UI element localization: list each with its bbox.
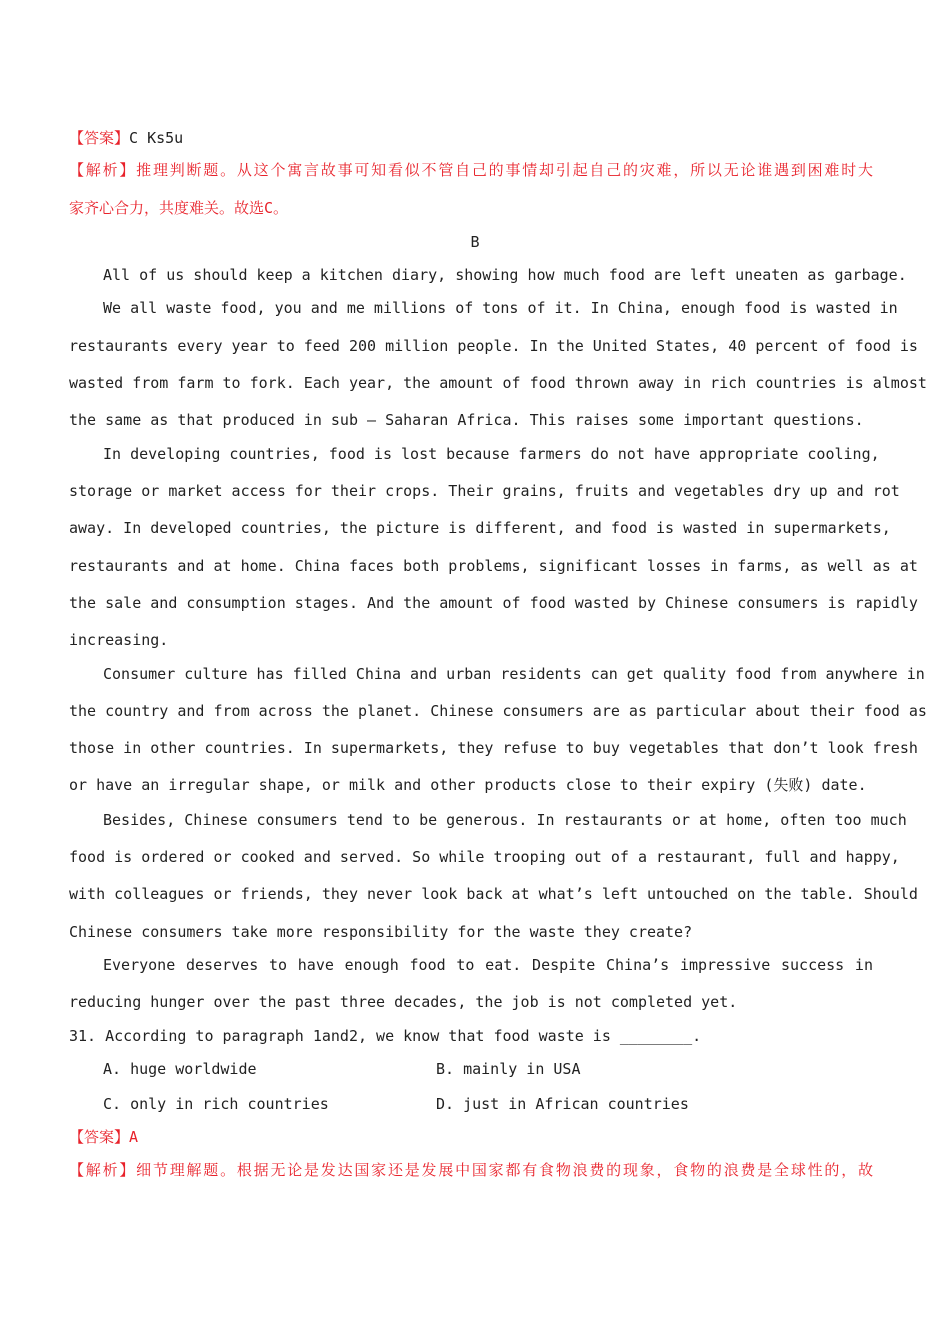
passage-line: We all waste food, you and me millions of tons of it. In China, enough food is wasted in — [103, 299, 898, 317]
option-a: A. huge worldwide — [103, 1060, 257, 1078]
passage-line: with colleagues or friends, they never look back at what’s left untouched on the table. Should — [69, 885, 918, 903]
answer-line — [69, 1127, 873, 1147]
passage-line: or have an irregular shape, or milk and other products close to their expiry (失败) date. — [69, 776, 867, 794]
passage-line: Consumer culture has filled China and urban residents can get quality food from anywhere in — [103, 665, 925, 683]
analysis-text: 推理判断题。从这个寓言故事可知看似不管自己的事情却引起自己的灾难，所以无论谁遇到困难时大 — [136, 161, 873, 179]
answer-label: 【答案】 — [69, 1128, 130, 1146]
option-b: B. mainly in USA — [436, 1060, 581, 1078]
passage-line: restaurants every year to feed 200 million people. In the United States, 40 percent of food is — [69, 337, 918, 355]
answer-value: A — [129, 1128, 139, 1146]
passage-line: increasing. — [69, 631, 169, 649]
analysis-text: 细节理解题。根据无论是发达国家还是发展中国家都有食物浪费的现象，食物的浪费是全球性的，故 — [136, 1161, 873, 1179]
passage-line: away. In developed countries, the picture is different, and food is wasted in supermarkets, — [69, 519, 891, 537]
passage-line: All of us should keep a kitchen diary, showing how much food are left uneaten as garbage. — [103, 266, 907, 284]
analysis-line — [69, 160, 873, 180]
passage-line: wasted from farm to fork. Each year, the amount of food thrown away in rich countries is almost — [69, 374, 927, 392]
passage-line: Everyone deserves to have enough food to eat. Despite China’s impressive success in — [103, 956, 873, 974]
passage-line: Besides, Chinese consumers tend to be generous. In restaurants or at home, often too much — [103, 811, 907, 829]
passage-line: restaurants and at home. China faces both problems, significant losses in farms, as well as at — [69, 557, 918, 575]
option-c: C. only in rich countries — [103, 1095, 329, 1113]
analysis-label: 【解析】 — [69, 1161, 137, 1179]
passage-line: the country and from across the planet. Chinese consumers are as particular about their food as — [69, 702, 927, 720]
option-d: D. just in African countries — [436, 1095, 689, 1113]
section-letter: B — [470, 233, 480, 251]
answer-value: C Ks5u — [129, 129, 184, 147]
passage-line: food is ordered or cooked and served. So while trooping out of a restaurant, full and happy, — [69, 848, 900, 866]
answer-label: 【答案】 — [69, 129, 130, 147]
passage-line: those in other countries. In supermarkets, they refuse to buy vegetables that don’t look fresh — [69, 739, 918, 757]
passage-line: Chinese consumers take more responsibility for the waste they create? — [69, 923, 693, 941]
passage-line: In developing countries, food is lost because farmers do not have appropriate cooling, — [103, 445, 880, 463]
passage-line: storage or market access for their crops. Their grains, fruits and vegetables dry up and rot — [69, 482, 900, 500]
question-stem: 31. According to paragraph 1and2, we know that food waste is ________. — [69, 1027, 702, 1045]
answer-line — [69, 128, 873, 148]
analysis-line-2: 家齐心合力，共度难关。故选C。 — [69, 199, 289, 217]
passage-line: the sale and consumption stages. And the amount of food wasted by Chinese consumers is rapidly — [69, 594, 918, 612]
passage-line: the same as that produced in sub – Saharan Africa. This raises some important questions. — [69, 411, 864, 429]
analysis-line — [69, 1160, 873, 1180]
passage-line: reducing hunger over the past three decades, the job is not completed yet. — [69, 993, 738, 1011]
analysis-label: 【解析】 — [69, 161, 137, 179]
